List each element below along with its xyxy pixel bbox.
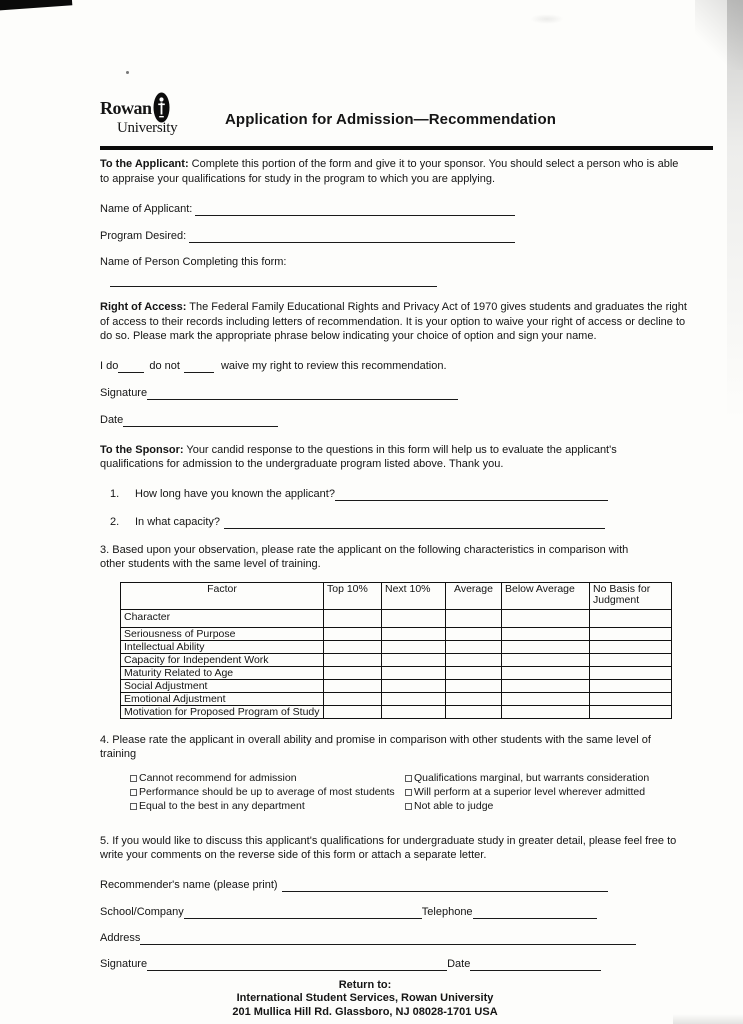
rating-cell[interactable] (324, 666, 382, 679)
rating-cell[interactable] (502, 705, 590, 718)
right-of-access-text: The Federal Family Educational Rights and Privacy Act of 1970 gives students and graduates the right of access to their records including letters of recommendation. It is your option to waive your right of access or decline to do so. Please mark the appropriate phrase below indicating your choice of option and sign your name. (100, 301, 687, 342)
waive-yes-blank[interactable] (118, 360, 144, 373)
recommender-name-row (100, 878, 608, 892)
scan-artifact-top-left (0, 0, 72, 11)
program-desired-label: Program Desired: (100, 230, 187, 242)
table-row (121, 627, 672, 640)
rating-cell[interactable] (446, 609, 502, 627)
address-row (100, 931, 636, 945)
to-sponsor-text: Your candid response to the questions in this form will help us to evaluate the applicant's qualifications for admission to the undergraduate program listed above. Thank you. (100, 443, 617, 470)
col-header-factor: Factor (121, 582, 324, 609)
factor-label: Maturity Related to Age (121, 666, 324, 679)
access-date-label: Date (100, 413, 124, 426)
question-2-number: 2. (110, 515, 120, 528)
person-completing-field[interactable] (110, 274, 437, 287)
rating-cell[interactable] (446, 653, 502, 666)
program-desired-row (100, 229, 515, 243)
table-row (121, 666, 672, 679)
rating-cell[interactable] (502, 653, 590, 666)
rating-cell[interactable] (382, 705, 446, 718)
header-rule (100, 146, 713, 150)
waive-no-blank[interactable] (184, 360, 214, 373)
rating-cell[interactable] (590, 705, 672, 718)
rating-cell[interactable] (502, 627, 590, 640)
factor-label: Social Adjustment (121, 679, 324, 692)
rating-cell[interactable] (590, 653, 672, 666)
rating-cell[interactable] (590, 627, 672, 640)
access-signature-field[interactable] (147, 387, 458, 400)
program-desired-field[interactable] (189, 230, 515, 243)
rating-cell[interactable] (382, 666, 446, 679)
table-row (121, 705, 672, 718)
checkbox-icon[interactable] (405, 775, 412, 782)
rating-cell[interactable] (382, 627, 446, 640)
rating-cell[interactable] (382, 692, 446, 705)
rating-cell[interactable] (446, 705, 502, 718)
option-equal-to-best[interactable] (130, 800, 405, 813)
question-2-label: In what capacity? (135, 515, 220, 528)
rating-cell[interactable] (590, 609, 672, 627)
col-header-average: Average (446, 582, 502, 609)
col-header-below-average: Below Average (502, 582, 590, 609)
question-1-label: How long have you known the applicant? (135, 487, 335, 500)
col-header-top10: Top 10% (324, 582, 382, 609)
rating-cell[interactable] (382, 640, 446, 653)
option-superior-level[interactable] (405, 786, 649, 799)
rating-cell[interactable] (382, 609, 446, 627)
rating-cell[interactable] (446, 692, 502, 705)
option-label: Qualifications marginal, but warrants consideration (414, 771, 650, 784)
option-qualifications-marginal[interactable] (405, 772, 649, 785)
factor-label: Motivation for Proposed Program of Study (121, 705, 324, 718)
person-completing-row (100, 255, 713, 269)
rating-cell[interactable] (502, 692, 590, 705)
factor-label: Emotional Adjustment (121, 692, 324, 705)
rating-cell[interactable] (382, 679, 446, 692)
option-label: Equal to the best in any department (139, 799, 305, 812)
final-date-label: Date (447, 957, 471, 970)
rating-cell[interactable] (446, 666, 502, 679)
to-sponsor-label: To the Sponsor: (100, 443, 184, 456)
return-address-line-1: International Student Services, Rowan University (236, 991, 494, 1004)
factor-label: Seriousness of Purpose (121, 627, 324, 640)
waive-row (100, 359, 713, 373)
rating-cell[interactable] (324, 653, 382, 666)
school-company-label: School/Company (100, 905, 184, 918)
final-signature-field[interactable] (147, 958, 447, 971)
right-of-access-paragraph (100, 300, 694, 344)
col-header-next10: Next 10% (382, 582, 446, 609)
torch-icon (153, 92, 170, 123)
rating-cell[interactable] (590, 640, 672, 653)
checkbox-icon[interactable] (405, 803, 412, 810)
to-applicant-label: To the Applicant: (100, 158, 189, 170)
table-row (121, 609, 672, 627)
table-row (121, 653, 672, 666)
final-signature-label: Signature (100, 957, 148, 970)
address-label: Address (100, 931, 141, 944)
option-cannot-recommend[interactable] (130, 772, 405, 785)
scan-speck (126, 71, 129, 74)
rating-cell[interactable] (502, 679, 590, 692)
final-date-field[interactable] (470, 958, 601, 971)
rating-cell[interactable] (590, 692, 672, 705)
option-label: Will perform at a superior level wherever admitted (414, 785, 646, 798)
rating-table-header-row (121, 582, 672, 609)
rating-cell[interactable] (502, 640, 590, 653)
question-4-paragraph: 4. Please rate the applicant in overall ability and promise in comparison with other students with the same level of training (100, 733, 651, 760)
school-company-field[interactable] (184, 906, 422, 919)
scan-artifact-top-right (695, 0, 743, 70)
name-of-applicant-row (100, 202, 515, 216)
form-header (100, 98, 713, 137)
question-1-row (110, 487, 608, 501)
option-label: Cannot recommend for admission (139, 771, 297, 784)
right-of-access-label: Right of Access: (100, 301, 187, 313)
waive-prefix: I do (100, 359, 119, 372)
option-performance-average[interactable] (130, 786, 405, 799)
final-signature-row (100, 957, 601, 971)
checkbox-icon[interactable] (130, 803, 137, 810)
option-not-able-to-judge[interactable] (405, 800, 649, 813)
return-to-label: Return to: (338, 978, 392, 991)
rating-cell[interactable] (324, 609, 382, 627)
rating-table (120, 582, 672, 719)
question-5-paragraph: 5. If you would like to discuss this applicant's qualifications for undergraduate study in greater detail, please feel free to write your comments on the reverse side of this form or attach a separate letter. (100, 834, 677, 861)
address-field[interactable] (140, 932, 636, 945)
rating-cell[interactable] (446, 627, 502, 640)
logo-word-university: University (117, 120, 178, 136)
option-label: Not able to judge (414, 799, 494, 812)
telephone-label: Telephone (421, 905, 473, 918)
question-2-row (110, 515, 605, 529)
rating-cell[interactable] (502, 666, 590, 679)
waive-middle: do not (149, 359, 180, 372)
checkbox-icon[interactable] (130, 789, 137, 796)
question-2-field[interactable] (224, 516, 605, 529)
to-sponsor-paragraph (100, 443, 676, 472)
return-address-line-2: 201 Mullica Hill Rd. Glassboro, NJ 08028-1701 USA (232, 1005, 498, 1018)
access-date-row (100, 413, 278, 427)
question-1-field[interactable] (335, 488, 608, 501)
access-signature-row (100, 386, 458, 400)
name-of-applicant-label: Name of Applicant: (100, 203, 193, 215)
logo-word-rowan: Rowan (100, 98, 152, 118)
access-signature-label: Signature (100, 386, 148, 399)
factor-label: Capacity for Independent Work (121, 653, 324, 666)
factor-label: Character (121, 609, 324, 627)
rating-cell[interactable] (502, 609, 590, 627)
page-title: Application for Admission—Recommendation (225, 111, 556, 128)
rating-cell[interactable] (324, 692, 382, 705)
return-address-block (100, 979, 630, 1019)
to-applicant-paragraph (100, 157, 685, 186)
school-telephone-row (100, 905, 597, 919)
rating-cell[interactable] (324, 679, 382, 692)
to-applicant-text: Complete this portion of the form and give it to your sponsor. You should select a person who is able to appraise your qualifications for study in the program to which you are applying. (100, 158, 679, 185)
rating-cell[interactable] (446, 640, 502, 653)
rating-cell[interactable] (324, 640, 382, 653)
person-completing-label: Name of Person Completing this form: (100, 256, 287, 268)
option-label: Performance should be up to average of most students (139, 785, 395, 798)
table-row (121, 640, 672, 653)
recommender-name-field[interactable] (282, 879, 608, 892)
col-header-no-basis: No Basis for Judgment (590, 582, 672, 609)
recommender-name-label: Recommender's name (please print) (100, 878, 278, 891)
rating-cell[interactable] (590, 666, 672, 679)
checkbox-icon[interactable] (405, 789, 412, 796)
overall-options (130, 772, 713, 813)
scan-smudge (530, 14, 564, 24)
name-of-applicant-field[interactable] (195, 203, 515, 216)
rating-cell[interactable] (382, 653, 446, 666)
rowan-university-logo (100, 98, 196, 137)
rating-cell[interactable] (446, 679, 502, 692)
rating-cell[interactable] (324, 627, 382, 640)
access-date-field[interactable] (123, 414, 278, 427)
table-row (121, 692, 672, 705)
telephone-field[interactable] (473, 906, 597, 919)
checkbox-icon[interactable] (130, 775, 137, 782)
factor-label: Intellectual Ability (121, 640, 324, 653)
question-1-number: 1. (110, 487, 120, 500)
question-3-paragraph: 3. Based upon your observation, please rate the applicant on the following characteristics in comparison with other students with the same level of training. (100, 543, 629, 570)
waive-suffix: waive my right to review this recommendation. (220, 359, 447, 372)
table-row (121, 679, 672, 692)
rating-cell[interactable] (590, 679, 672, 692)
rating-cell[interactable] (324, 705, 382, 718)
